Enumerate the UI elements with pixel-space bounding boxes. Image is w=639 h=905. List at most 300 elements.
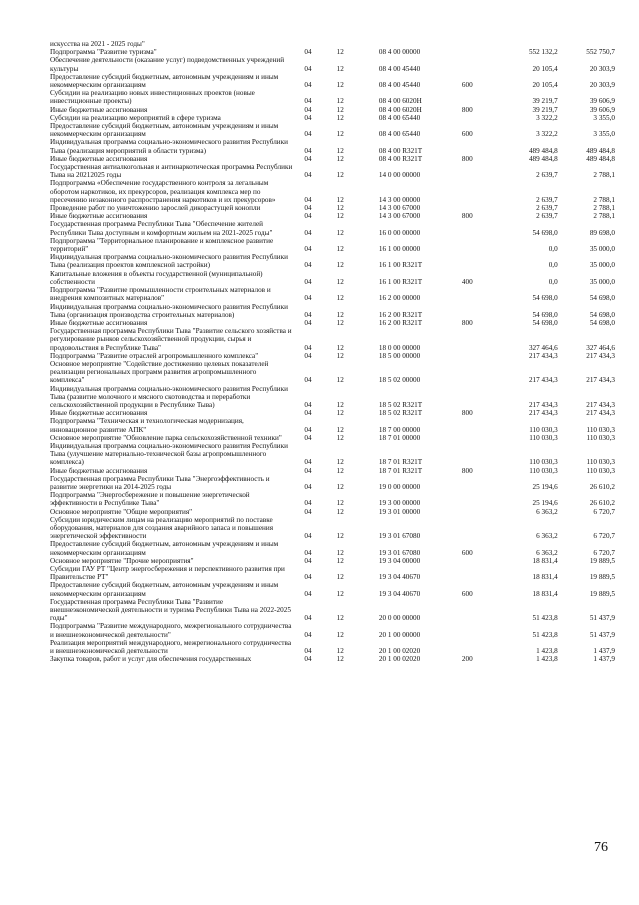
table-row xyxy=(50,270,615,286)
table-row xyxy=(50,237,615,253)
row-name: Подпрограмма "Развитие туризма" xyxy=(50,48,157,57)
row-name: Основное мероприятие "Обновление парка сельскохозяйственной техники" xyxy=(50,433,282,442)
row-value-year2: 110 030,3 xyxy=(586,466,615,475)
row-target-article: 20 1 00 02020 xyxy=(378,647,421,656)
row-subsection: 12 xyxy=(336,146,344,155)
row-value-year2: 26 610,2 xyxy=(589,482,615,491)
row-name: Субсидии на реализацию новых инвестиционных проектов (новые инвестиционные проекты) xyxy=(50,89,255,106)
page-number: 76 xyxy=(594,840,608,855)
row-section: 04 xyxy=(304,310,312,319)
row-target-article: 20 1 00 00000 xyxy=(378,630,421,639)
row-expense-type: 800 xyxy=(461,409,473,418)
row-section: 04 xyxy=(304,614,312,623)
row-value-year1: 51 423,8 xyxy=(532,614,558,623)
row-subsection: 12 xyxy=(336,351,344,360)
row-name: Подпрограмма "Территориальное планирование и комплексное развитие территорий" xyxy=(50,236,274,254)
row-target-article: 18 7 01 R321Т xyxy=(378,458,423,467)
row-value-year2: 3 355,0 xyxy=(593,113,615,122)
row-value-year2: 489 484,8 xyxy=(586,146,615,155)
row-name: Предоставление субсидий бюджетным, автономным учреждениям и иным некоммерческим организациям xyxy=(50,581,279,598)
row-value-year1: 51 423,8 xyxy=(532,630,558,639)
table-row xyxy=(50,212,615,220)
row-target-article: 20 1 00 02020 xyxy=(378,655,421,664)
table-row xyxy=(50,409,615,417)
row-section: 04 xyxy=(304,655,312,664)
row-name: Подпрограмма "Развитие промышленности строительных материалов и внедрения композитных материалов" xyxy=(50,286,271,303)
row-expense-type: 600 xyxy=(461,81,473,90)
table-row xyxy=(50,89,615,105)
row-subsection: 12 xyxy=(336,81,344,90)
row-name: Проведение работ по уничтожению зарослей дикорастущей конопли xyxy=(50,204,261,213)
row-section: 04 xyxy=(304,343,312,352)
row-subsection: 12 xyxy=(336,318,344,327)
table-row xyxy=(50,56,615,72)
table-row xyxy=(50,491,615,507)
row-target-article: 16 1 00 R321Т xyxy=(378,261,423,270)
table-row xyxy=(50,48,615,56)
row-section: 04 xyxy=(304,376,312,385)
row-value-year1: 3 322,2 xyxy=(536,130,558,139)
row-target-article: 20 0 00 00000 xyxy=(378,614,421,623)
row-name: Основное мероприятие "Общие мероприятия" xyxy=(50,507,193,516)
row-section: 04 xyxy=(304,573,312,582)
row-target-article: 08 4 00 6020Н xyxy=(378,105,422,114)
row-name: Государственная программа Республики Тыва "Энергоэффективность и развитие энергетики на 2014-2025 годы xyxy=(50,474,270,491)
row-section: 04 xyxy=(304,532,312,541)
row-name: Предоставление субсидий бюджетным, автономным учреждениям и иным некоммерческим организациям xyxy=(50,122,279,139)
row-name: Индивидуальная программа социально-экономического развития Республики Тыва (развитие молочного и мясного скотоводства и переработки сельскохозяйственной продукции в Республике Тыва) xyxy=(50,384,288,409)
row-value-year2: 35 000,0 xyxy=(589,245,615,254)
row-section: 04 xyxy=(304,318,312,327)
row-target-article: 14 0 00 00000 xyxy=(378,171,421,180)
row-target-article: 18 0 00 00000 xyxy=(378,343,421,352)
row-expense-type: 200 xyxy=(461,655,473,664)
row-name: Подпрограмма «Обеспечение государственного контроля за легальным оборотом наркотиков, их прекурсоров, реализация комплекса мер по пресечению незаконного распространения наркотиков и их прекурсоров» xyxy=(50,179,276,204)
row-value-year1: 0,0 xyxy=(548,261,558,270)
row-value-year2: 6 720,7 xyxy=(593,532,615,541)
table-row xyxy=(50,40,615,48)
row-value-year2: 217 434,3 xyxy=(586,351,615,360)
table-row xyxy=(50,434,615,442)
row-value-year1: 2 639,7 xyxy=(536,212,558,221)
row-value-year2: 51 437,9 xyxy=(589,614,615,623)
row-target-article: 18 5 00 00000 xyxy=(378,351,421,360)
table-row xyxy=(50,475,615,491)
row-target-article: 18 7 01 R321Т xyxy=(378,466,423,475)
row-expense-type: 400 xyxy=(461,277,473,286)
row-subsection: 12 xyxy=(336,425,344,434)
row-target-article: 19 3 01 00000 xyxy=(378,507,421,516)
table-row xyxy=(50,516,615,541)
row-section: 04 xyxy=(304,507,312,516)
row-value-year1: 1 423,8 xyxy=(536,655,558,664)
row-value-year1: 110 030,3 xyxy=(529,425,558,434)
row-section: 04 xyxy=(304,48,312,57)
table-row xyxy=(50,467,615,475)
row-target-article: 14 3 00 67000 xyxy=(378,204,421,213)
row-expense-type: 800 xyxy=(461,154,473,163)
row-section: 04 xyxy=(304,294,312,303)
row-value-year2: 327 464,6 xyxy=(586,343,615,352)
table-row xyxy=(50,655,615,663)
row-value-year2: 110 030,3 xyxy=(586,433,615,442)
row-target-article: 19 3 04 00000 xyxy=(378,556,421,565)
row-value-year2: 110 030,3 xyxy=(586,425,615,434)
row-value-year2: 54 698,0 xyxy=(589,294,615,303)
row-subsection: 12 xyxy=(336,261,344,270)
row-subsection: 12 xyxy=(336,458,344,467)
row-value-year1: 3 322,2 xyxy=(536,113,558,122)
row-name: Государственная программа Республики Тыва "Обеспечение жителей Республики Тыва доступным и комфортным жильем на 2021-2025 годы" xyxy=(50,220,273,237)
table-row xyxy=(50,327,615,352)
row-name: Предоставление субсидий бюджетным, автономным учреждениям и иным некоммерческим организациям xyxy=(50,540,279,557)
row-value-year2: 54 698,0 xyxy=(589,310,615,319)
row-value-year1: 6 363,2 xyxy=(536,532,558,541)
row-section: 04 xyxy=(304,146,312,155)
row-section: 04 xyxy=(304,277,312,286)
row-value-year2: 19 889,5 xyxy=(589,573,615,582)
row-target-article: 08 4 00 45440 xyxy=(378,64,421,73)
row-target-article: 16 2 00 00000 xyxy=(378,294,421,303)
row-section: 04 xyxy=(304,195,312,204)
row-subsection: 12 xyxy=(336,97,344,106)
row-section: 04 xyxy=(304,171,312,180)
row-value-year1: 18 831,4 xyxy=(532,556,558,565)
row-name: искусства на 2021 - 2025 годы" xyxy=(50,40,145,48)
row-name: Индивидуальная программа социально-экономического развития Республики Тыва (реализация проектов комплексной застройки) xyxy=(50,253,288,270)
row-section: 04 xyxy=(304,97,312,106)
row-value-year1: 54 698,0 xyxy=(532,310,558,319)
row-value-year1: 0,0 xyxy=(548,277,558,286)
row-value-year2: 2 788,1 xyxy=(593,212,615,221)
row-value-year2: 2 788,1 xyxy=(593,204,615,213)
row-subsection: 12 xyxy=(336,433,344,442)
row-value-year1: 25 194,6 xyxy=(532,482,558,491)
row-subsection: 12 xyxy=(336,614,344,623)
row-name: Реализация мероприятий международного, межрегионального сотрудничества и внешнеэкономической деятельности xyxy=(50,638,292,656)
row-subsection: 12 xyxy=(336,409,344,418)
table-row xyxy=(50,360,615,385)
row-target-article: 08 4 00 6020Н xyxy=(378,97,422,106)
row-value-year1: 54 698,0 xyxy=(532,318,558,327)
row-value-year1: 18 831,4 xyxy=(532,573,558,582)
row-name: Государственная программа Республики Тыва "Развитие внешнеэкономической деятельности и туризма Республики Тыва на 2022-2025 годы" xyxy=(50,597,291,623)
table-row xyxy=(50,220,615,236)
row-name: Подпрограмма "Развитие отраслей агропромышленного комплекса" xyxy=(50,351,259,360)
row-value-year1: 39 219,7 xyxy=(532,97,558,106)
row-subsection: 12 xyxy=(336,171,344,180)
row-value-year1: 217 434,3 xyxy=(528,376,558,385)
row-section: 04 xyxy=(304,425,312,434)
row-subsection: 12 xyxy=(336,343,344,352)
row-expense-type: 800 xyxy=(461,318,473,327)
row-value-year1: 18 831,4 xyxy=(532,589,558,598)
row-section: 04 xyxy=(304,212,312,221)
row-name: Государственная антиалкогольная и антинаркотическая программа Республики Тыва на 20212025 годы xyxy=(50,163,293,180)
row-section: 04 xyxy=(304,81,312,90)
row-name: Иные бюджетные ассигнования xyxy=(50,409,148,418)
table-row xyxy=(50,155,615,163)
row-value-year1: 489 484,8 xyxy=(528,154,558,163)
row-name: Закупка товаров, работ и услуг для обеспечения государственных xyxy=(50,655,252,664)
row-subsection: 12 xyxy=(336,228,344,237)
row-value-year2: 552 750,7 xyxy=(586,48,615,57)
row-name: Индивидуальная программа социально-экономического развития Республики Тыва (реализация мероприятий в области туризма) xyxy=(50,138,288,155)
row-value-year1: 0,0 xyxy=(548,245,558,254)
table-row xyxy=(50,581,615,597)
row-section: 04 xyxy=(304,458,312,467)
row-value-year2: 54 698,0 xyxy=(589,318,615,327)
row-value-year1: 1 423,8 xyxy=(536,647,558,656)
table-row xyxy=(50,540,615,556)
table-row xyxy=(50,122,615,138)
row-target-article: 08 4 00 00000 xyxy=(378,48,421,57)
row-value-year2: 39 606,9 xyxy=(589,105,615,114)
row-name: Основное мероприятие "Прочие мероприятия" xyxy=(50,556,194,565)
row-section: 04 xyxy=(304,589,312,598)
row-target-article: 16 1 00 00000 xyxy=(378,245,421,254)
table-row xyxy=(50,114,615,122)
table-row xyxy=(50,417,615,433)
row-subsection: 12 xyxy=(336,105,344,114)
row-section: 04 xyxy=(304,204,312,213)
row-name: Иные бюджетные ассигнования xyxy=(50,212,148,221)
row-value-year2: 35 000,0 xyxy=(589,261,615,270)
row-target-article: 08 4 00 65440 xyxy=(378,113,421,122)
row-value-year1: 25 194,6 xyxy=(532,499,558,508)
row-value-year2: 35 000,0 xyxy=(589,277,615,286)
row-section: 04 xyxy=(304,630,312,639)
row-value-year1: 54 698,0 xyxy=(532,228,558,237)
row-value-year1: 6 363,2 xyxy=(536,548,558,557)
row-section: 04 xyxy=(304,113,312,122)
table-row xyxy=(50,106,615,114)
row-value-year1: 217 434,3 xyxy=(528,409,558,418)
row-section: 04 xyxy=(304,351,312,360)
row-subsection: 12 xyxy=(336,376,344,385)
row-value-year2: 51 437,9 xyxy=(589,630,615,639)
row-subsection: 12 xyxy=(336,647,344,656)
row-name: Субсидии ГАУ РТ "Центр энергосбережения и перспективного развития при Правительстве РТ" xyxy=(50,565,285,582)
row-name: Иные бюджетные ассигнования xyxy=(50,154,148,163)
row-section: 04 xyxy=(304,647,312,656)
row-value-year2: 217 434,3 xyxy=(586,400,615,409)
row-target-article: 16 2 00 R321Т xyxy=(378,318,423,327)
row-value-year2: 6 720,7 xyxy=(593,507,615,516)
row-value-year2: 20 303,9 xyxy=(589,64,615,73)
row-value-year2: 1 437,9 xyxy=(593,655,615,664)
row-subsection: 12 xyxy=(336,48,344,57)
row-name: Подпрограмма "Развитие международного, межрегионального сотрудничества и внешнеэкономической деятельности" xyxy=(50,622,292,639)
row-value-year1: 217 434,3 xyxy=(528,400,558,409)
row-expense-type: 800 xyxy=(461,212,473,221)
row-name: Подпрограмма "Техническая и технологическая модернизация, инновационное развитие АПК" xyxy=(50,417,244,434)
row-value-year2: 26 610,2 xyxy=(589,499,615,508)
row-subsection: 12 xyxy=(336,130,344,139)
row-value-year1: 327 464,6 xyxy=(528,343,558,352)
row-value-year1: 110 030,3 xyxy=(529,433,558,442)
row-expense-type: 600 xyxy=(461,130,473,139)
table-row xyxy=(50,442,615,467)
row-section: 04 xyxy=(304,499,312,508)
table-row xyxy=(50,303,615,319)
row-name: Иные бюджетные ассигнования xyxy=(50,318,148,327)
row-value-year1: 489 484,8 xyxy=(528,146,558,155)
table-row xyxy=(50,598,615,623)
row-name: Иные бюджетные ассигнования xyxy=(50,105,148,114)
row-value-year2: 3 355,0 xyxy=(593,130,615,139)
table-row xyxy=(50,286,615,302)
row-subsection: 12 xyxy=(336,310,344,319)
row-name: Предоставление субсидий бюджетным, автономным учреждениям и иным некоммерческим организациям xyxy=(50,72,279,90)
row-value-year1: 2 639,7 xyxy=(536,204,558,213)
row-value-year2: 19 889,5 xyxy=(589,556,615,565)
row-target-article: 08 4 00 R321Т xyxy=(378,154,423,163)
row-value-year1: 39 219,7 xyxy=(532,105,558,114)
row-subsection: 12 xyxy=(336,204,344,213)
table-row xyxy=(50,138,615,154)
row-subsection: 12 xyxy=(336,630,344,639)
row-name: Индивидуальная программа социально-экономического развития Республики Тыва (улучшение материально-технической базы агропромышленного комплекса) xyxy=(50,441,288,467)
row-name: Основное мероприятие "Содействие достижению целевых показателей реализации региональных программ развития агропромышленного комплекса" xyxy=(50,359,269,385)
row-name: Государственная программа Республики Тыва "Развитие сельского хозяйства и регулирование рынков сельскохозяйственной продукции, сырья и продовольствия в Республике Тыва" xyxy=(50,327,292,352)
table-row xyxy=(50,565,615,581)
row-target-article: 18 5 02 R321Т xyxy=(378,400,423,409)
row-value-year1: 6 363,2 xyxy=(536,507,558,516)
table-row xyxy=(50,163,615,179)
row-expense-type: 800 xyxy=(461,105,473,114)
row-subsection: 12 xyxy=(336,400,344,409)
row-target-article: 18 7 00 00000 xyxy=(378,425,421,434)
row-value-year1: 2 639,7 xyxy=(536,171,558,180)
row-subsection: 12 xyxy=(336,113,344,122)
row-target-article: 16 2 00 R321Т xyxy=(378,310,423,319)
row-name: Индивидуальная программа социально-экономического развития Республики Тыва (организация производства строительных материалов) xyxy=(50,302,288,319)
row-subsection: 12 xyxy=(336,154,344,163)
row-target-article: 18 7 01 00000 xyxy=(378,433,421,442)
row-target-article: 16 0 00 00000 xyxy=(378,228,421,237)
row-value-year1: 54 698,0 xyxy=(532,294,558,303)
row-subsection: 12 xyxy=(336,277,344,286)
row-value-year2: 6 720,7 xyxy=(593,548,615,557)
row-name: Подпрограмма "Энергосбережение и повышение энергетической эффективности в Республике Тыва" xyxy=(50,491,250,508)
row-target-article: 16 1 00 R321Т xyxy=(378,277,423,286)
row-name: Субсидии юридическим лицам на реализацию мероприятий по поставке оборудования, материалов для создания аварийного запаса и повышения энергетической эффективности xyxy=(50,515,274,541)
table-row xyxy=(50,508,615,516)
row-value-year2: 2 788,1 xyxy=(593,195,615,204)
row-value-year1: 2 639,7 xyxy=(536,195,558,204)
row-subsection: 12 xyxy=(336,499,344,508)
row-subsection: 12 xyxy=(336,589,344,598)
row-subsection: 12 xyxy=(336,573,344,582)
row-target-article: 19 3 04 40670 xyxy=(378,589,421,598)
row-target-article: 19 3 00 00000 xyxy=(378,499,421,508)
row-expense-type: 800 xyxy=(461,466,473,475)
table-row xyxy=(50,639,615,655)
row-section: 04 xyxy=(304,466,312,475)
row-section: 04 xyxy=(304,548,312,557)
row-value-year2: 39 606,9 xyxy=(589,97,615,106)
row-section: 04 xyxy=(304,409,312,418)
row-target-article: 14 3 00 00000 xyxy=(378,195,421,204)
row-value-year2: 217 434,3 xyxy=(586,376,615,385)
row-section: 04 xyxy=(304,154,312,163)
row-section: 04 xyxy=(304,433,312,442)
row-value-year1: 20 105,4 xyxy=(532,64,558,73)
row-section: 04 xyxy=(304,556,312,565)
row-name: Обеспечение деятельности (оказание услуг) подведомственных учреждений культуры xyxy=(50,56,285,73)
row-value-year2: 89 698,0 xyxy=(589,228,615,237)
row-value-year2: 217 434,3 xyxy=(586,409,615,418)
row-target-article: 08 4 00 R321Т xyxy=(378,146,423,155)
table-row xyxy=(50,557,615,565)
row-target-article: 18 5 02 R321Т xyxy=(378,409,423,418)
row-value-year2: 1 437,9 xyxy=(593,647,615,656)
row-name: Иные бюджетные ассигнования xyxy=(50,466,148,475)
row-expense-type: 600 xyxy=(461,589,473,598)
row-section: 04 xyxy=(304,228,312,237)
row-value-year1: 20 105,4 xyxy=(532,81,558,90)
row-subsection: 12 xyxy=(336,482,344,491)
row-subsection: 12 xyxy=(336,212,344,221)
row-section: 04 xyxy=(304,245,312,254)
table-row xyxy=(50,204,615,212)
row-target-article: 08 4 00 65440 xyxy=(378,130,421,139)
row-value-year2: 20 303,9 xyxy=(589,81,615,90)
table-row xyxy=(50,385,615,410)
row-section: 04 xyxy=(304,482,312,491)
row-name: Капитальные вложения в объекты государственной (муниципальной) собственности xyxy=(50,269,263,286)
row-target-article: 19 3 01 67080 xyxy=(378,548,421,557)
row-section: 04 xyxy=(304,261,312,270)
table-row xyxy=(50,179,615,204)
row-subsection: 12 xyxy=(336,64,344,73)
row-value-year2: 489 484,8 xyxy=(586,154,615,163)
table-row xyxy=(50,352,615,360)
row-target-article: 19 3 04 40670 xyxy=(378,573,421,582)
row-subsection: 12 xyxy=(336,507,344,516)
row-subsection: 12 xyxy=(336,195,344,204)
row-subsection: 12 xyxy=(336,294,344,303)
row-subsection: 12 xyxy=(336,655,344,664)
row-subsection: 12 xyxy=(336,466,344,475)
row-subsection: 12 xyxy=(336,532,344,541)
row-value-year1: 217 434,3 xyxy=(528,351,558,360)
row-subsection: 12 xyxy=(336,245,344,254)
table-row xyxy=(50,253,615,269)
row-target-article: 19 3 01 67080 xyxy=(378,532,421,541)
row-value-year2: 19 889,5 xyxy=(589,589,615,598)
row-value-year2: 2 788,1 xyxy=(593,171,615,180)
table-row xyxy=(50,319,615,327)
row-section: 04 xyxy=(304,64,312,73)
row-target-article: 18 5 02 00000 xyxy=(378,376,421,385)
row-name: Субсидии на реализацию мероприятий в сфере туризма xyxy=(50,113,221,122)
table-row xyxy=(50,622,615,638)
row-subsection: 12 xyxy=(336,548,344,557)
row-target-article: 08 4 00 45440 xyxy=(378,81,421,90)
table-row xyxy=(50,73,615,89)
row-value-year1: 110 030,3 xyxy=(529,458,558,467)
row-section: 04 xyxy=(304,400,312,409)
row-subsection: 12 xyxy=(336,556,344,565)
row-target-article: 19 0 00 00000 xyxy=(378,482,421,491)
row-expense-type: 600 xyxy=(461,548,473,557)
row-value-year1: 110 030,3 xyxy=(529,466,558,475)
row-target-article: 14 3 00 67000 xyxy=(378,212,421,221)
row-section: 04 xyxy=(304,105,312,114)
budget-table xyxy=(50,40,615,663)
